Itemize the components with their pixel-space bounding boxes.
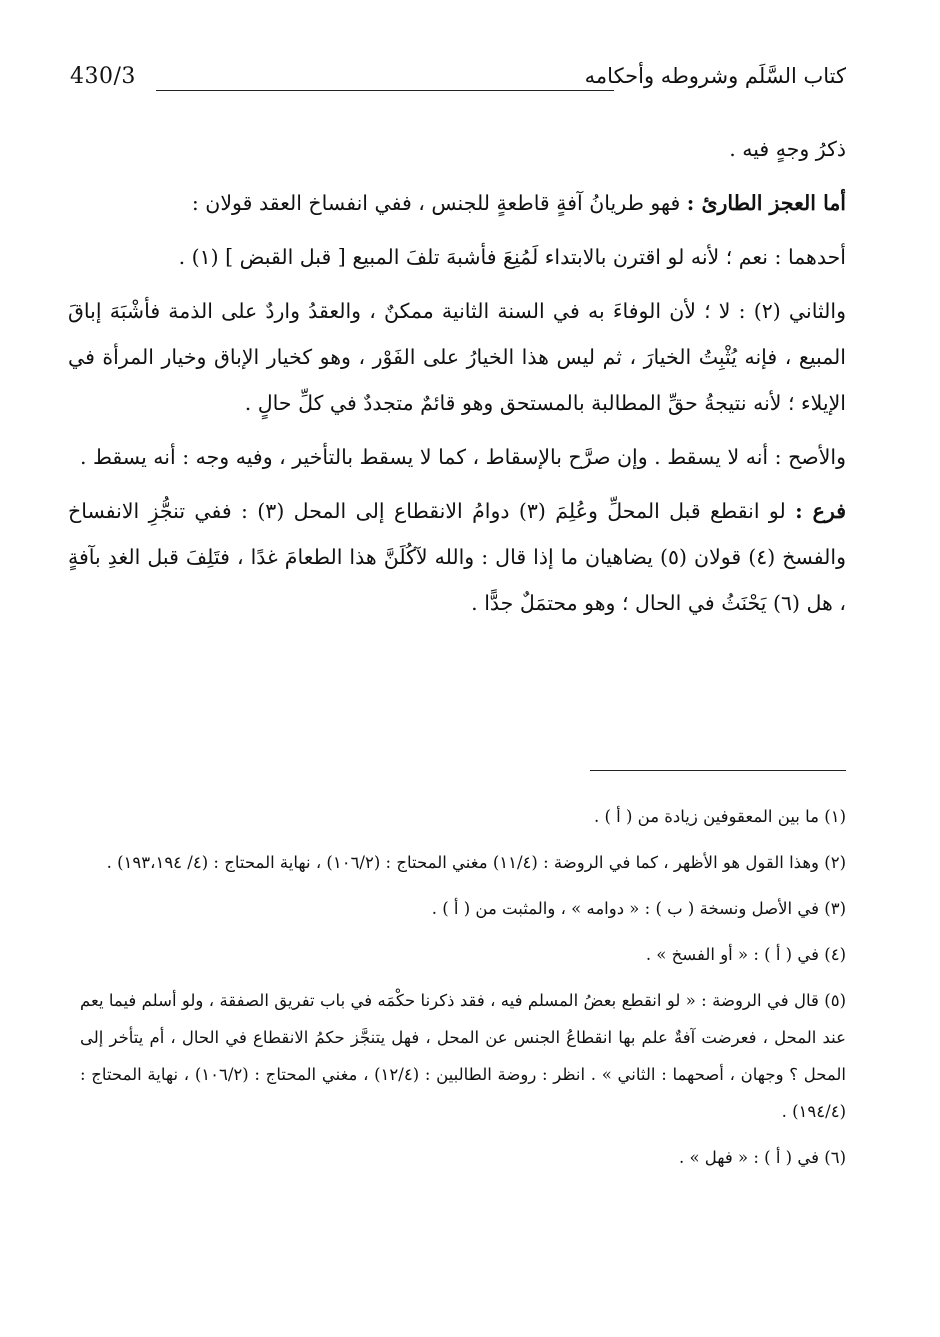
paragraph-sudden-inability	[68, 180, 846, 226]
footnotes	[80, 798, 846, 1185]
footnote-4: (٤) في ( أ ) : « أو الفسخ » .	[645, 945, 846, 964]
paragraph-most-correct: والأصح : أنه لا يسقط . وإن صرَّح بالإسقاط ، كما لا يسقط بالتأخير ، وفيه وجه : أنه يسقط .	[79, 445, 846, 469]
paragraph-text: فهو طريانُ آفةٍ قاطعةٍ للجنس ، ففي انفساخ العقد قولان :	[191, 191, 687, 215]
main-text	[68, 126, 846, 634]
paragraph-text: لو انقطع قبل المحلِّ وعُلِمَ (٣) دوامُ الانقطاع إلى المحل (٣) : ففي تنجُّزِ الانفساخ والفسخ (٤) قولان (٥) يضاهيان ما إذا قال : والله لآكُلَنَّ هذا الطعامَ غدًا ، فتَلِفَ قبل الغدِ بآفةٍ ، هل (٦) يَحْنَثُ في الحال ؛ وهو محتمَلٌ جدًّا .	[68, 499, 847, 615]
paragraph-continuation: ذكرُ وجهٍ فيه .	[729, 137, 846, 161]
footnote-1: (١) ما بين المعقوفين زيادة من ( أ ) .	[593, 807, 846, 826]
branch-heading: فرع :	[795, 499, 846, 523]
page-number: 430/3	[70, 64, 136, 89]
footnote-6: (٦) في ( أ ) : « فهل » .	[678, 1148, 846, 1167]
footnote-2: (٢) وهذا القول هو الأظهر ، كما في الروضة : (١١/٤) مغني المحتاج : (١٠٦/٢) ، نهاية المحتاج : (٤/ ١٩٣،١٩٤) .	[106, 853, 846, 872]
section-heading: أما العجز الطارئ :	[686, 191, 846, 215]
footnote-5: (٥) قال في الروضة : « لو انقطع بعضُ المسلم فيه ، فقد ذكرنا حكْمَه في باب تفريق الصفقة ، ولو أسلم فيما يعم عند المحل ، فعرضت آفةٌ علم بها انقطاعُ الجنس عن المحل ، فهل يتنجَّز حكمُ الانقطاع في الحال ، أم يتأخر إلى المحل ؟ وجهان ، أصحهما : الثاني » . انظر : روضة الطالبين : (١٢/٤) ، مغني المحتاج : (١٠٦/٢) ، نهاية المحتاج : (١٩٤/٤) .	[80, 991, 846, 1121]
paragraph-second-opinion: والثاني (٢) : لا ؛ لأن الوفاءَ به في السنة الثانية ممكنٌ ، والعقدُ واردٌ على الذمة فأشْبَهَ إباقَ المبيع ، فإنه يُثْبِتُ الخيارَ ، ثم ليس هذا الخيارُ على الفَوْر ، وهو كخيار الإباق وخيار المرأة في الإيلاء ؛ لأنه نتيجةُ حقِّ المطالبة بالمستحق وهو قائمٌ متجددٌ في كلِّ حالٍ .	[68, 299, 846, 415]
paragraph-first-opinion: أحدهما : نعم ؛ لأنه لو اقترن بالابتداء لَمُنِعَ فأشبهَ تلفَ المبيع [ قبل القبض ] (١) .	[178, 245, 846, 269]
running-header	[70, 62, 846, 106]
header-rule	[156, 90, 614, 91]
book-title: كتاب السَّلَم وشروطه وأحكامه	[575, 64, 846, 88]
paragraph-branch	[68, 488, 846, 626]
footnote-separator	[590, 770, 846, 771]
footnote-3: (٣) في الأصل ونسخة ( ب ) : « دوامه » ، والمثبت من ( أ ) .	[431, 899, 846, 918]
